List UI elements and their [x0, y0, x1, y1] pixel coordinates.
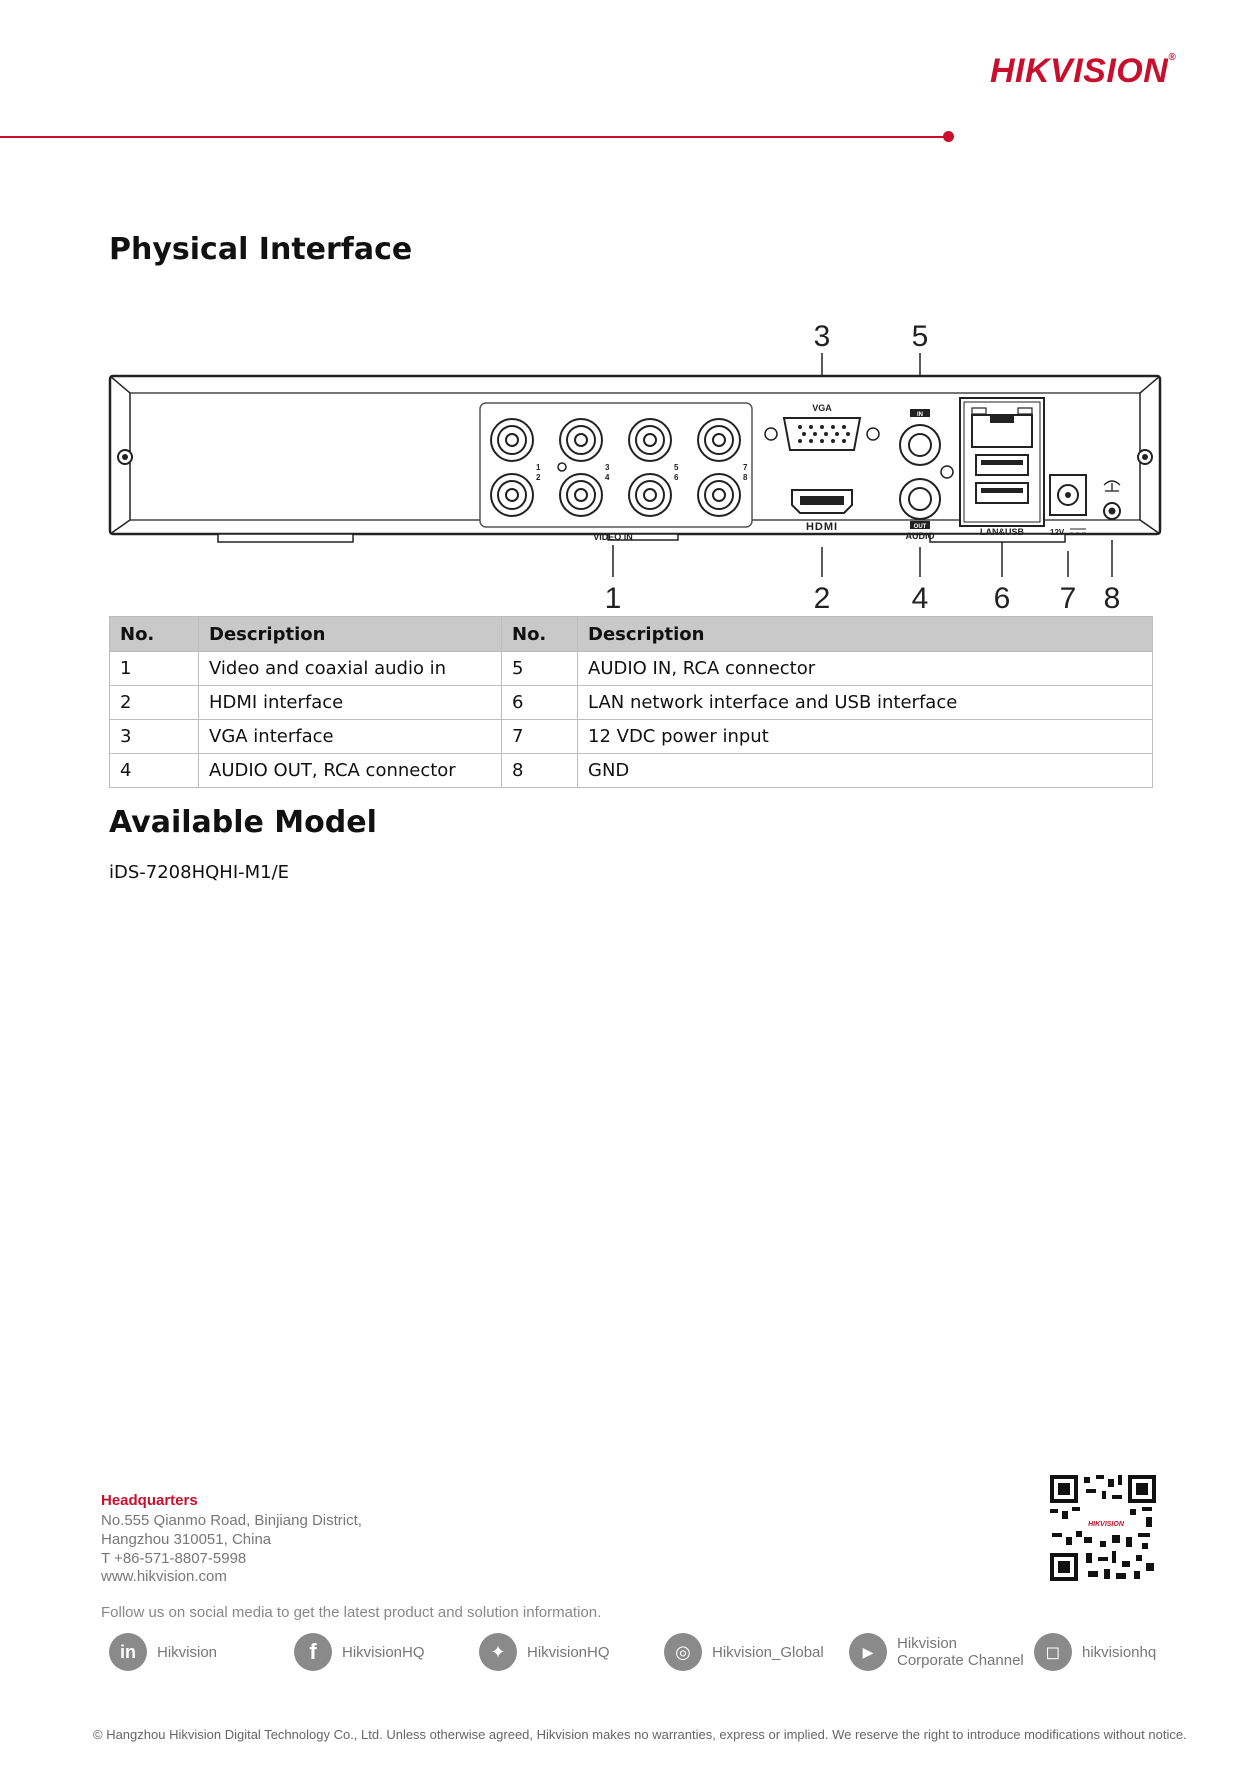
- bnc-label-4: 4: [605, 473, 610, 482]
- bnc-label-8: 8: [743, 473, 748, 482]
- facebook-icon[interactable]: f: [294, 1633, 332, 1671]
- callout-6: 6: [993, 582, 1011, 615]
- rear-panel-diagram: [100, 315, 1170, 615]
- social-label[interactable]: HikvisionHQ: [527, 1643, 610, 1661]
- cell-description: 12 VDC power input: [578, 720, 1153, 754]
- interface-table: [109, 616, 1153, 788]
- table-row: [110, 652, 1153, 686]
- social-label[interactable]: Hikvision: [157, 1643, 218, 1661]
- cell-no: 3: [110, 720, 199, 754]
- callout-2: 2: [813, 582, 831, 615]
- instagram-icon[interactable]: ◻: [1034, 1633, 1072, 1671]
- youtube-icon[interactable]: ▶: [849, 1633, 887, 1671]
- social-label-line: Hikvision: [897, 1635, 958, 1652]
- table-header-row: [110, 617, 1153, 652]
- hikvision-logo: [990, 52, 1176, 91]
- lan-usb-label: LAN&USB: [980, 527, 1024, 537]
- cell-description: LAN network interface and USB interface: [578, 686, 1153, 720]
- social-twitter[interactable]: [479, 1632, 610, 1672]
- header-description: Description: [199, 617, 502, 652]
- cell-no: 6: [502, 686, 578, 720]
- cell-no: 8: [502, 754, 578, 788]
- audio-label: AUDIO: [905, 531, 935, 541]
- hdmi-label: HDMI: [805, 521, 839, 533]
- bnc-label-6: 6: [674, 473, 679, 482]
- section-title-available-model: Available Model: [109, 805, 377, 840]
- power-port: [1050, 475, 1086, 515]
- qr-code: [1050, 1475, 1156, 1581]
- lan-usb-port-group: [960, 398, 1044, 526]
- linkedin-icon[interactable]: in: [109, 1633, 147, 1671]
- social-label-line: Corporate Channel: [897, 1652, 1024, 1669]
- table-row: [110, 686, 1153, 720]
- table-row: [110, 754, 1153, 788]
- twitter-icon[interactable]: ✦: [479, 1633, 517, 1671]
- hq-address-line: No.555 Qianmo Road, Binjiang District,: [101, 1512, 362, 1529]
- social-label[interactable]: hikvisionhq: [1082, 1643, 1157, 1661]
- header-no: No.: [110, 617, 199, 652]
- bnc-label-5: 5: [674, 463, 679, 472]
- hq-address-line: Hangzhou 310051, China: [101, 1531, 272, 1548]
- vga-label: VGA: [812, 403, 832, 413]
- hq-phone: T +86-571-8807-5998: [101, 1550, 247, 1567]
- social-facebook[interactable]: [294, 1632, 425, 1672]
- cell-description: GND: [578, 754, 1153, 788]
- bnc-label-2: 2: [536, 473, 541, 482]
- callout-8: 8: [1103, 582, 1121, 615]
- model-number: iDS-7208HQHI-M1/E: [109, 862, 290, 883]
- qr-caption: HIKVISION: [1088, 1521, 1124, 1528]
- wechat-icon[interactable]: ◎: [664, 1633, 702, 1671]
- bnc-label-7: 7: [743, 463, 748, 472]
- cell-no: 1: [110, 652, 199, 686]
- cell-no: 4: [110, 754, 199, 788]
- cell-no: 7: [502, 720, 578, 754]
- social-instagram[interactable]: [1034, 1632, 1156, 1672]
- social-label[interactable]: HikvisionHQ: [342, 1643, 425, 1661]
- cell-description: VGA interface: [199, 720, 502, 754]
- cell-description: AUDIO OUT, RCA connector: [199, 754, 502, 788]
- cell-description: Video and coaxial audio in: [199, 652, 502, 686]
- section-title-physical-interface: Physical Interface: [109, 232, 413, 267]
- header-rule: [0, 136, 945, 138]
- social-follow-text: Follow us on social media to get the latest product and solution information.: [101, 1604, 602, 1621]
- bnc-label-3: 3: [605, 463, 610, 472]
- copyright-notice: © Hangzhou Hikvision Digital Technology Co., Ltd. Unless otherwise agreed, Hikvision makes no warranties, express or implied. We reserve the right to introduce modifications without notice.: [93, 1727, 1187, 1742]
- power-label: 12V: [1050, 528, 1065, 537]
- callout-3: 3: [813, 320, 831, 353]
- hdmi-port: [792, 490, 852, 513]
- bnc-label-1: 1: [536, 463, 541, 472]
- callout-4: 4: [911, 582, 929, 615]
- social-linkedin[interactable]: [109, 1632, 217, 1672]
- brand-mark: ®: [1168, 52, 1177, 63]
- audio-out-label: OUT: [913, 524, 927, 530]
- brand-name: HIKVISION: [990, 52, 1169, 90]
- header-no-2: No.: [502, 617, 578, 652]
- header-description-2: Description: [578, 617, 1153, 652]
- gnd-terminal: [1104, 503, 1120, 519]
- table-row: [110, 720, 1153, 754]
- callout-1: 1: [604, 582, 622, 615]
- cell-description: AUDIO IN, RCA connector: [578, 652, 1153, 686]
- social-wechat[interactable]: [664, 1632, 824, 1672]
- cell-description: HDMI interface: [199, 686, 502, 720]
- callout-5: 5: [911, 320, 929, 353]
- callout-7: 7: [1059, 582, 1077, 615]
- social-youtube[interactable]: [849, 1632, 1024, 1672]
- social-label[interactable]: Hikvision_Global: [712, 1643, 824, 1661]
- headquarters-title: Headquarters: [101, 1492, 198, 1509]
- social-label[interactable]: [897, 1635, 1024, 1669]
- cell-no: 2: [110, 686, 199, 720]
- hq-website-link[interactable]: www.hikvision.com: [101, 1568, 227, 1585]
- cell-no: 5: [502, 652, 578, 686]
- audio-in-label: IN: [917, 412, 923, 418]
- header-rule-dot: [943, 131, 954, 142]
- video-in-label: VIDEO IN: [593, 532, 633, 542]
